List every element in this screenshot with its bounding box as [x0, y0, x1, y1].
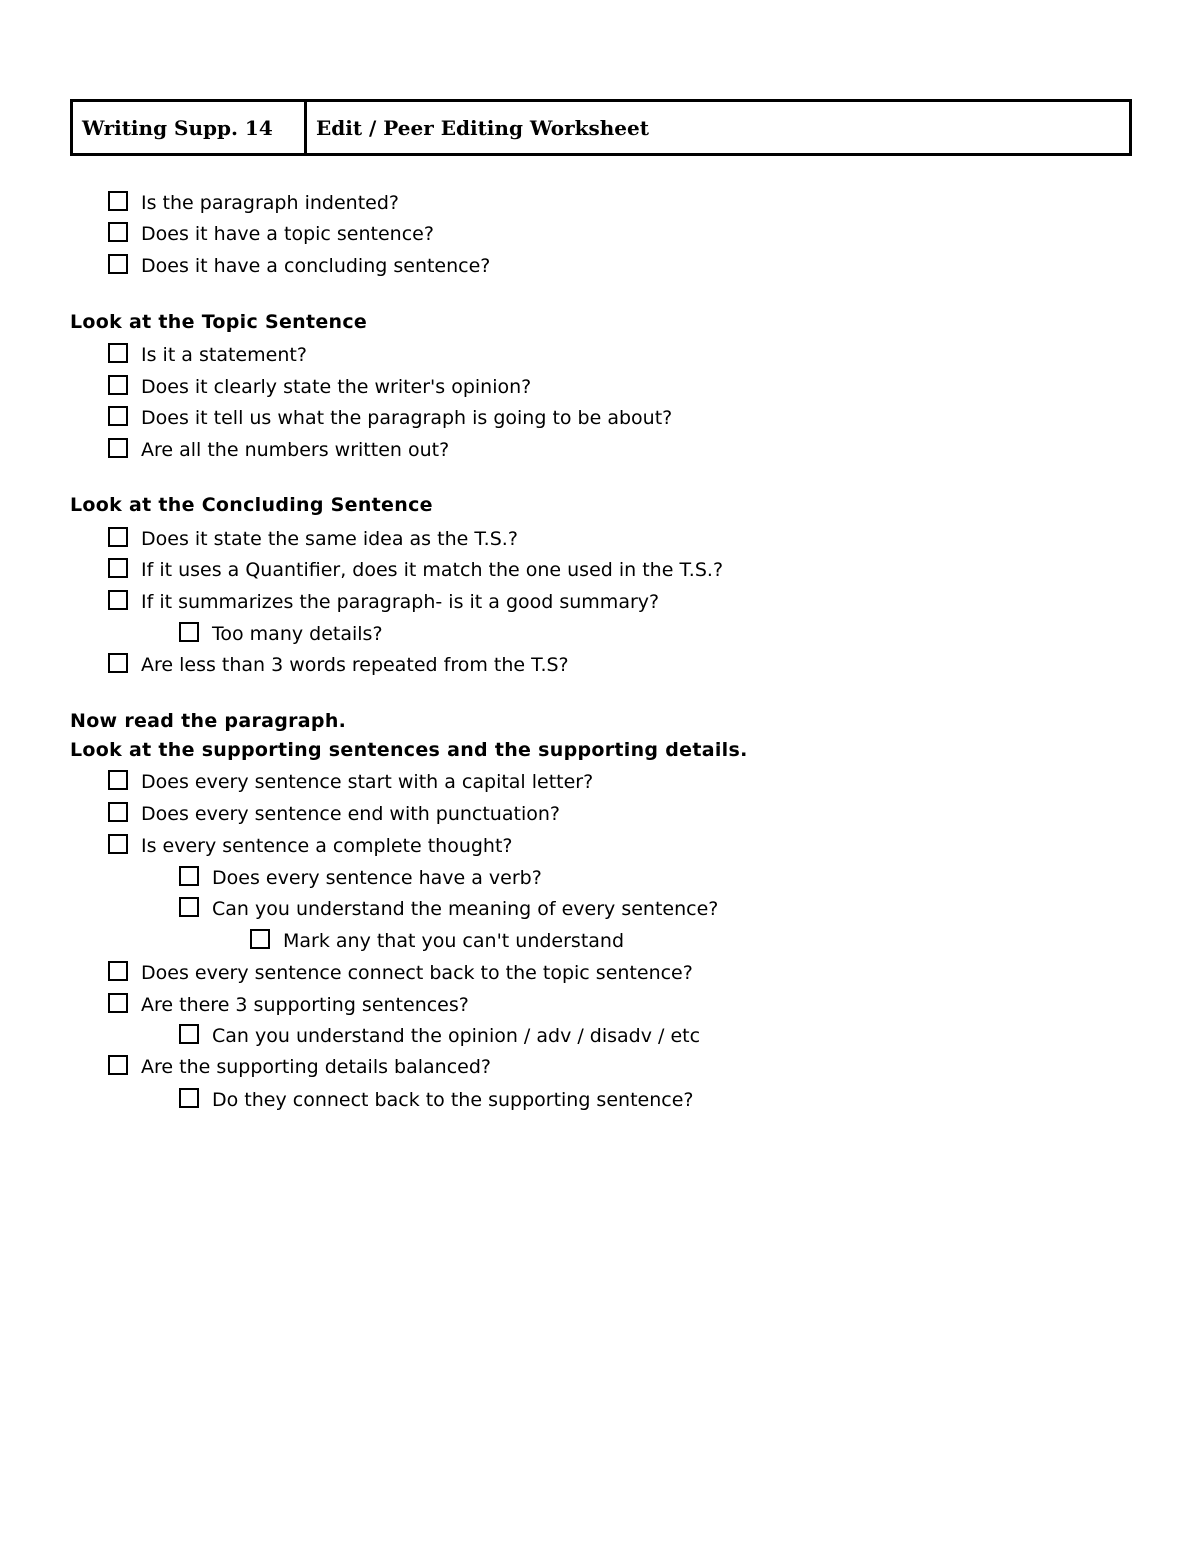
- checklist-item-label: Does every sentence end with punctuation?: [141, 803, 560, 825]
- checkbox[interactable]: [108, 802, 128, 822]
- checklist-item-label: Does it have a concluding sentence?: [141, 255, 491, 277]
- section-heading: Look at the Concluding Sentence: [70, 494, 433, 516]
- checklist-item-label: Does it have a topic sentence?: [141, 223, 434, 245]
- checklist-item-label: If it uses a Quantifier, does it match the one used in the T.S.?: [141, 559, 724, 581]
- checkbox[interactable]: [108, 961, 128, 981]
- checklist-item-label: Does every sentence connect back to the topic sentence?: [141, 962, 693, 984]
- checkbox[interactable]: [179, 1088, 199, 1108]
- checklist-item-label: Mark any that you can't understand: [283, 930, 625, 952]
- checklist-item-label: Are the supporting details balanced?: [141, 1056, 491, 1078]
- checklist-item-label: Are less than 3 words repeated from the T.S?: [141, 654, 569, 676]
- checklist-item-label: Does every sentence have a verb?: [212, 867, 542, 889]
- checkbox[interactable]: [108, 254, 128, 274]
- checklist-item-label: Is it a statement?: [141, 344, 307, 366]
- checklist-item-label: Is every sentence a complete thought?: [141, 835, 513, 857]
- checklist-item-label: Too many details?: [212, 623, 383, 645]
- checkbox[interactable]: [108, 590, 128, 610]
- checklist-item-label: If it summarizes the paragraph- is it a good summary?: [141, 591, 660, 613]
- section-heading: Look at the Topic Sentence: [70, 311, 368, 333]
- checkbox[interactable]: [108, 343, 128, 363]
- checklist-item-label: Are there 3 supporting sentences?: [141, 994, 469, 1016]
- checkbox[interactable]: [108, 770, 128, 790]
- checklist-item-label: Can you understand the meaning of every sentence?: [212, 898, 719, 920]
- checkbox[interactable]: [179, 622, 199, 642]
- checkbox[interactable]: [108, 438, 128, 458]
- checkbox[interactable]: [108, 375, 128, 395]
- checkbox[interactable]: [108, 191, 128, 211]
- checkbox[interactable]: [108, 993, 128, 1013]
- checklist-item-label: Are all the numbers written out?: [141, 439, 450, 461]
- header-code: Writing Supp. 14: [72, 101, 306, 155]
- checklist-item-label: Does it state the same idea as the T.S.?: [141, 528, 518, 550]
- checkbox[interactable]: [179, 1024, 199, 1044]
- checkbox[interactable]: [250, 929, 270, 949]
- checkbox[interactable]: [108, 558, 128, 578]
- checklist-item-label: Does every sentence start with a capital letter?: [141, 771, 594, 793]
- section-heading: Now read the paragraph.: [70, 710, 347, 732]
- checklist-item-label: Does it tell us what the paragraph is going to be about?: [141, 407, 673, 429]
- checklist-item-label: Does it clearly state the writer's opinion?: [141, 376, 532, 398]
- section-heading: Look at the supporting sentences and the supporting details.: [70, 739, 748, 761]
- header-title: Edit / Peer Editing Worksheet: [306, 101, 1131, 155]
- header-table: [70, 99, 1132, 156]
- checkbox[interactable]: [108, 1055, 128, 1075]
- checkbox[interactable]: [108, 222, 128, 242]
- checkbox[interactable]: [108, 834, 128, 854]
- checklist-item-label: Can you understand the opinion / adv / disadv / etc: [212, 1025, 701, 1047]
- checkbox[interactable]: [108, 406, 128, 426]
- checklist-item-label: Do they connect back to the supporting sentence?: [212, 1089, 694, 1111]
- checkbox[interactable]: [108, 653, 128, 673]
- checkbox[interactable]: [179, 897, 199, 917]
- checkbox[interactable]: [108, 527, 128, 547]
- checklist-item-label: Is the paragraph indented?: [141, 192, 399, 214]
- checkbox[interactable]: [179, 866, 199, 886]
